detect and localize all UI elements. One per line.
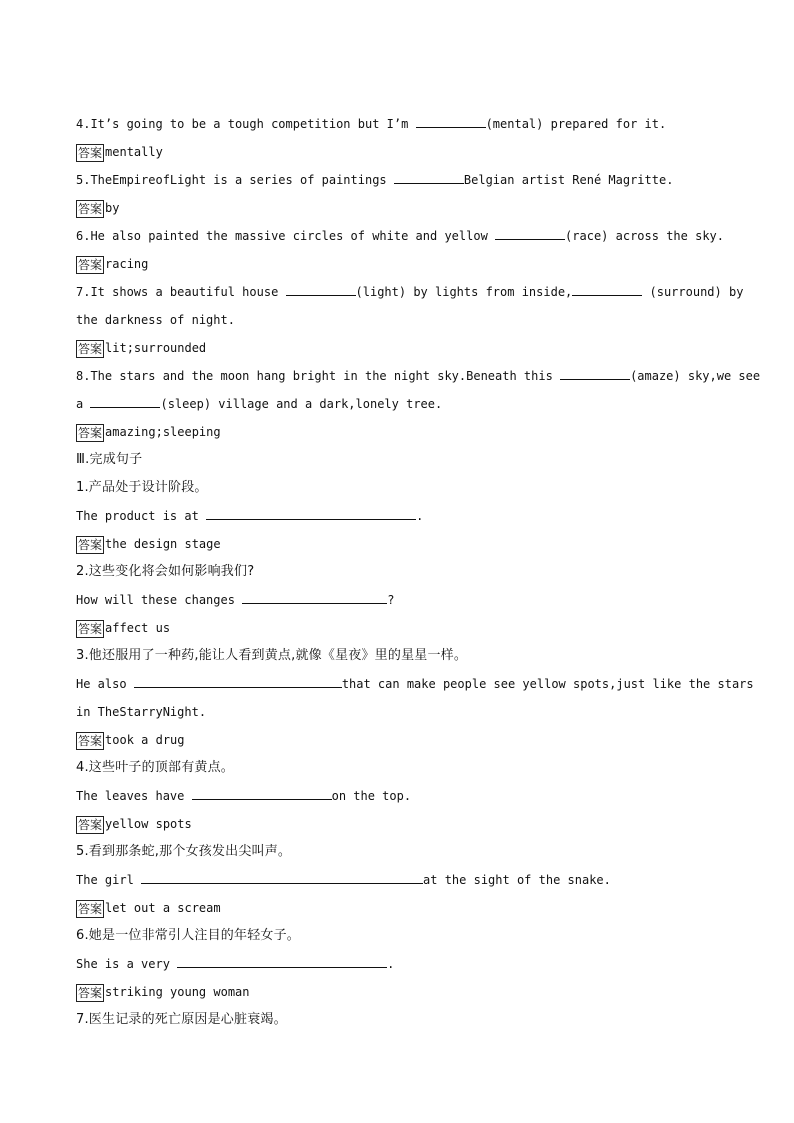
sentence-4-post: on the top. — [331, 789, 412, 803]
question-7 — [76, 278, 744, 306]
answer-badge: 答案 — [78, 817, 103, 832]
answer-badge: 答案 — [78, 257, 103, 272]
answer-blank — [560, 367, 630, 380]
answer-7 — [76, 334, 726, 362]
answer-blank — [134, 675, 342, 688]
answer-4 — [76, 138, 726, 166]
question-5-text: 5.TheEmpireofLight is a series of paintings — [76, 173, 387, 187]
answer-blank — [242, 591, 387, 604]
sentence-4-pre: The leaves have — [76, 789, 185, 803]
answer-4-text: mentally — [105, 145, 163, 159]
sentence-2-chinese: 2.这些变化将会如何影响我们? — [76, 564, 255, 579]
answer-5 — [76, 194, 726, 222]
sentence-4-english — [76, 782, 726, 810]
answer-7-text: lit;surrounded — [105, 341, 207, 355]
answer-s4 — [76, 810, 726, 838]
answer-blank — [286, 283, 356, 296]
answer-badge: 答案 — [78, 621, 103, 636]
answer-s6-text: striking young woman — [105, 985, 250, 999]
question-4-text: 4.It’s going to be a tough competition but I’m — [76, 117, 409, 131]
question-5-hint: Belgian artist René Magritte. — [463, 173, 674, 187]
answer-badge: 答案 — [78, 145, 103, 160]
answer-badge: 答案 — [78, 201, 103, 216]
answer-s3-text: took a drug — [105, 733, 185, 747]
sentence-7-chinese: 7.医生记录的死亡原因是心脏衰竭。 — [76, 1012, 287, 1027]
question-8-text: 8.The stars and the moon hang bright in the night sky.Beneath this — [76, 369, 553, 383]
question-4-hint: (mental) prepared for it. — [485, 117, 667, 131]
answer-blank — [192, 787, 332, 800]
answer-s3 — [76, 726, 726, 754]
answer-blank — [416, 115, 486, 128]
answer-badge: 答案 — [78, 341, 103, 356]
answer-blank — [177, 955, 387, 968]
question-7-continued — [76, 306, 726, 334]
sentence-3-post: that can make people see yellow spots,just like the stars — [341, 677, 754, 691]
answer-badge: 答案 — [78, 733, 103, 748]
answer-badge: 答案 — [78, 425, 103, 440]
sentence-5-pre: The girl — [76, 873, 134, 887]
sentence-1-chinese: 1.产品处于设计阶段。 — [76, 480, 208, 495]
answer-s2 — [76, 614, 726, 642]
answer-8-text: amazing;sleeping — [105, 425, 221, 439]
question-6-hint: (race) across the sky. — [565, 229, 724, 243]
answer-6 — [76, 250, 726, 278]
question-8-cont-post: (sleep) village and a dark,lonely tree. — [160, 397, 443, 411]
answer-s1-text: the design stage — [105, 537, 221, 551]
answer-6-text: racing — [105, 257, 149, 271]
answer-blank — [141, 871, 423, 884]
answer-blank — [495, 227, 565, 240]
answer-blank — [572, 283, 642, 296]
sentence-3-pre: He also — [76, 677, 127, 691]
question-8-cont-pre: a — [76, 397, 84, 411]
question-5 — [76, 166, 726, 194]
answer-blank — [90, 395, 160, 408]
sentence-6-pre: She is a very — [76, 957, 170, 971]
document-page — [76, 110, 761, 1034]
answer-s4-text: yellow spots — [105, 817, 192, 831]
sentence-2-english — [76, 586, 726, 614]
answer-5-text: by — [105, 201, 120, 215]
sentence-4-chinese: 4.这些叶子的顶部有黄点。 — [76, 760, 235, 775]
sentence-1-post: . — [416, 509, 424, 523]
sentence-6-post: . — [387, 957, 395, 971]
sentence-3-chinese: 3.他还服用了一种药,能让人看到黄点,就像《星夜》里的星星一样。 — [76, 648, 468, 663]
sentence-6-english — [76, 950, 726, 978]
sentence-2-post: ? — [387, 593, 395, 607]
sentence-6-chinese: 6.她是一位非常引人注目的年轻女子。 — [76, 928, 301, 943]
question-4 — [76, 110, 726, 138]
answer-s5 — [76, 894, 726, 922]
question-6 — [76, 222, 726, 250]
answer-8 — [76, 418, 726, 446]
answer-blank — [206, 507, 416, 520]
section-heading: Ⅲ.完成句子 — [76, 452, 143, 467]
sentence-2-pre: How will these changes — [76, 593, 235, 607]
answer-blank — [394, 171, 464, 184]
sentence-3-cont: in TheStarryNight. — [76, 705, 207, 719]
answer-s6 — [76, 978, 726, 1006]
sentence-5-english — [76, 866, 726, 894]
answer-s1 — [76, 530, 726, 558]
answer-badge: 答案 — [78, 901, 103, 916]
question-7-hint: (surround) by — [642, 285, 744, 299]
question-7-cont: the darkness of night. — [76, 313, 235, 327]
question-8 — [76, 362, 761, 390]
sentence-5-chinese: 5.看到那条蛇,那个女孩发出尖叫声。 — [76, 844, 292, 859]
answer-s5-text: let out a scream — [105, 901, 221, 915]
question-8-continued — [76, 390, 726, 418]
sentence-5-post: at the sight of the snake. — [423, 873, 611, 887]
sentence-3-continued — [76, 698, 726, 726]
question-6-text: 6.He also painted the massive circles of white and yellow — [76, 229, 488, 243]
question-8-hint: (amaze) sky,we see — [630, 369, 761, 383]
sentence-3-english — [76, 670, 754, 698]
answer-badge: 答案 — [78, 985, 103, 1000]
sentence-1-english — [76, 502, 726, 530]
sentence-1-pre: The product is at — [76, 509, 199, 523]
question-7-mid: (light) by lights from inside, — [355, 285, 573, 299]
question-7-text: 7.It shows a beautiful house — [76, 285, 279, 299]
answer-s2-text: affect us — [105, 621, 171, 635]
answer-badge: 答案 — [78, 537, 103, 552]
